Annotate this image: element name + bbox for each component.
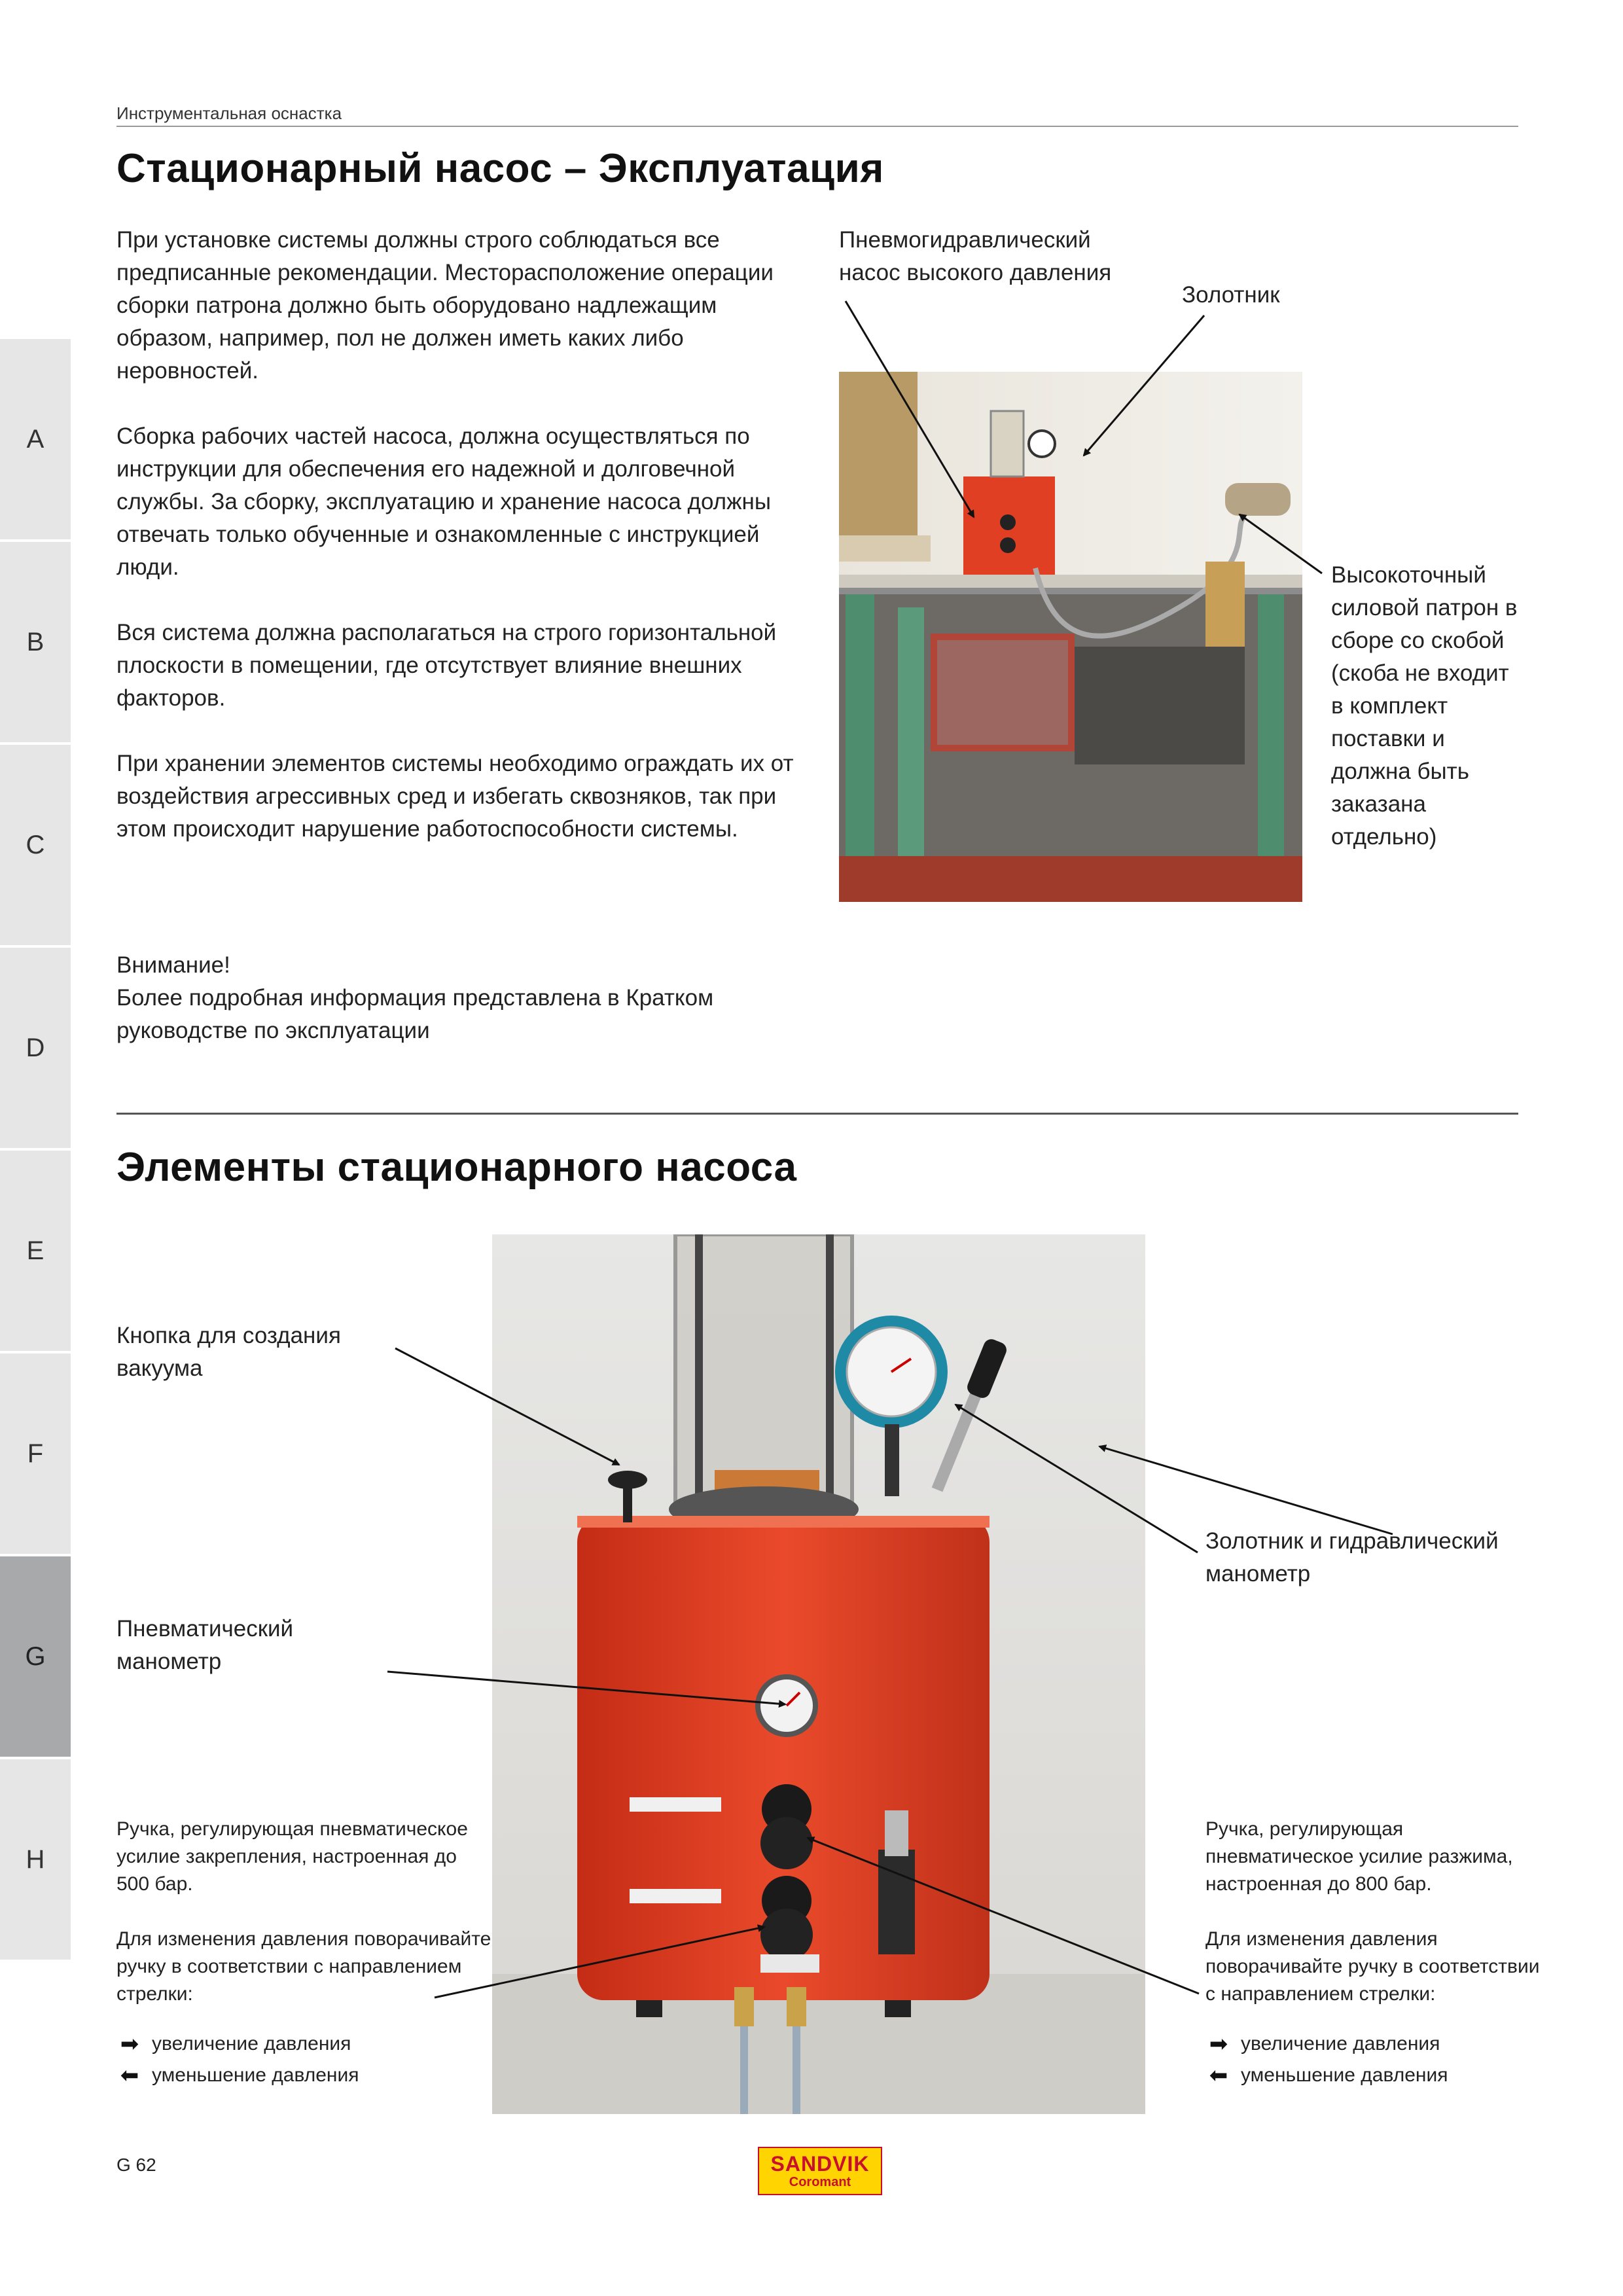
tab-b[interactable]: B — [0, 542, 71, 745]
callout-pneumatic-gauge: Пневматический манометр — [116, 1616, 294, 1674]
section-divider — [116, 1113, 1518, 1115]
arrow-right-icon: ➡ — [1209, 2032, 1228, 2056]
pump-elements-photo — [492, 1234, 1145, 2114]
notice-title: Внимание! — [116, 952, 230, 978]
header-divider — [116, 126, 1518, 127]
arrow-left-icon: ⬅ — [1209, 2063, 1228, 2088]
page-number: G 62 — [116, 2155, 156, 2175]
right-increase-label: увеличение давления — [1241, 2033, 1440, 2054]
left-decrease-legend — [116, 2062, 493, 2089]
paragraph-placement: Вся система должна располагаться на строго горизонтальной плоскости в помещении, где отсутствует влияние внешних факторов. — [116, 620, 777, 711]
tab-c[interactable]: C — [0, 745, 71, 948]
callout-valve: Золотник — [1182, 282, 1280, 308]
logo-line1: SANDVIK — [770, 2152, 870, 2176]
right-knob-description: Ручка, регулирующая пневматическое усилие разжима, настроенная до 800 бар. — [1205, 1818, 1513, 1895]
left-knob-block — [116, 1816, 493, 2089]
callout-chuck: Высокоточный силовой патрон в сборе со скобой (скоба не входит в комплект поставки и должна быть заказана отдельно) — [1331, 562, 1518, 850]
pump-workbench-photo — [839, 372, 1302, 902]
tab-e[interactable]: E — [0, 1151, 71, 1354]
logo-line2: Coromant — [789, 2175, 851, 2189]
right-increase-legend — [1205, 2030, 1552, 2058]
left-knob-instruction: Для изменения давления поворачивайте ручку в соответствии с направлением стрелки: — [116, 1928, 491, 2005]
notice-block — [116, 949, 804, 1047]
left-increase-label: увеличение давления — [152, 2033, 351, 2054]
sandvik-logo — [758, 2147, 882, 2195]
tab-d[interactable]: D — [0, 948, 71, 1151]
right-decrease-legend — [1205, 2062, 1552, 2089]
section-title: Элементы стационарного насоса — [116, 1145, 797, 1190]
tab-g[interactable]: G — [0, 1556, 71, 1759]
left-decrease-label: уменьшение давления — [152, 2064, 359, 2086]
left-increase-legend — [116, 2030, 493, 2058]
notice-text: Более подробная информация представлена в Кратком руководстве по эксплуатации — [116, 985, 714, 1043]
body-text — [116, 224, 804, 878]
right-knob-block — [1205, 1816, 1552, 2089]
callout-valve-gauge: Золотник и гидравлический манометр — [1205, 1528, 1499, 1587]
right-decrease-label: уменьшение давления — [1241, 2064, 1448, 2086]
arrow-right-icon: ➡ — [120, 2032, 139, 2056]
section-label: Инструментальная оснастка — [116, 103, 342, 123]
paragraph-storage: При хранении элементов системы необходимо ограждать их от воздействия агрессивных сред и избегать сквозняков, так при этом происходит нарушение работоспособности системы. — [116, 751, 794, 842]
paragraph-installation: При установке системы должны строго соблюдаться все предписанные рекомендации. Месторасположение операции сборки патрона должно быть оборудовано надлежащим образом, например, пол не должен иметь каких либо неровностей. — [116, 227, 774, 384]
right-knob-instruction: Для изменения давления поворачивайте ручку в соответствии с направлением стрелки: — [1205, 1928, 1540, 2005]
callout-vacuum-button: Кнопка для создания вакуума — [116, 1323, 341, 1381]
callout-pump: Пневмогидравлический насос высокого давления — [839, 227, 1112, 285]
left-knob-description: Ручка, регулирующая пневматическое усилие закрепления, настроенная до 500 бар. — [116, 1818, 468, 1895]
tab-f[interactable]: F — [0, 1354, 71, 1556]
paragraph-assembly: Сборка рабочих частей насоса, должна осуществляться по инструкции для обеспечения его надежной и долговечной службы. За сборку, эксплуатацию и хранение насоса должны отвечать только обученные и ознакомленные с инструкцией люди. — [116, 423, 771, 580]
arrow-left-icon: ⬅ — [120, 2063, 139, 2088]
page-title: Стационарный насос – Эксплуатация — [116, 146, 884, 191]
tab-h[interactable]: H — [0, 1759, 71, 1962]
tab-a[interactable]: A — [0, 339, 71, 542]
